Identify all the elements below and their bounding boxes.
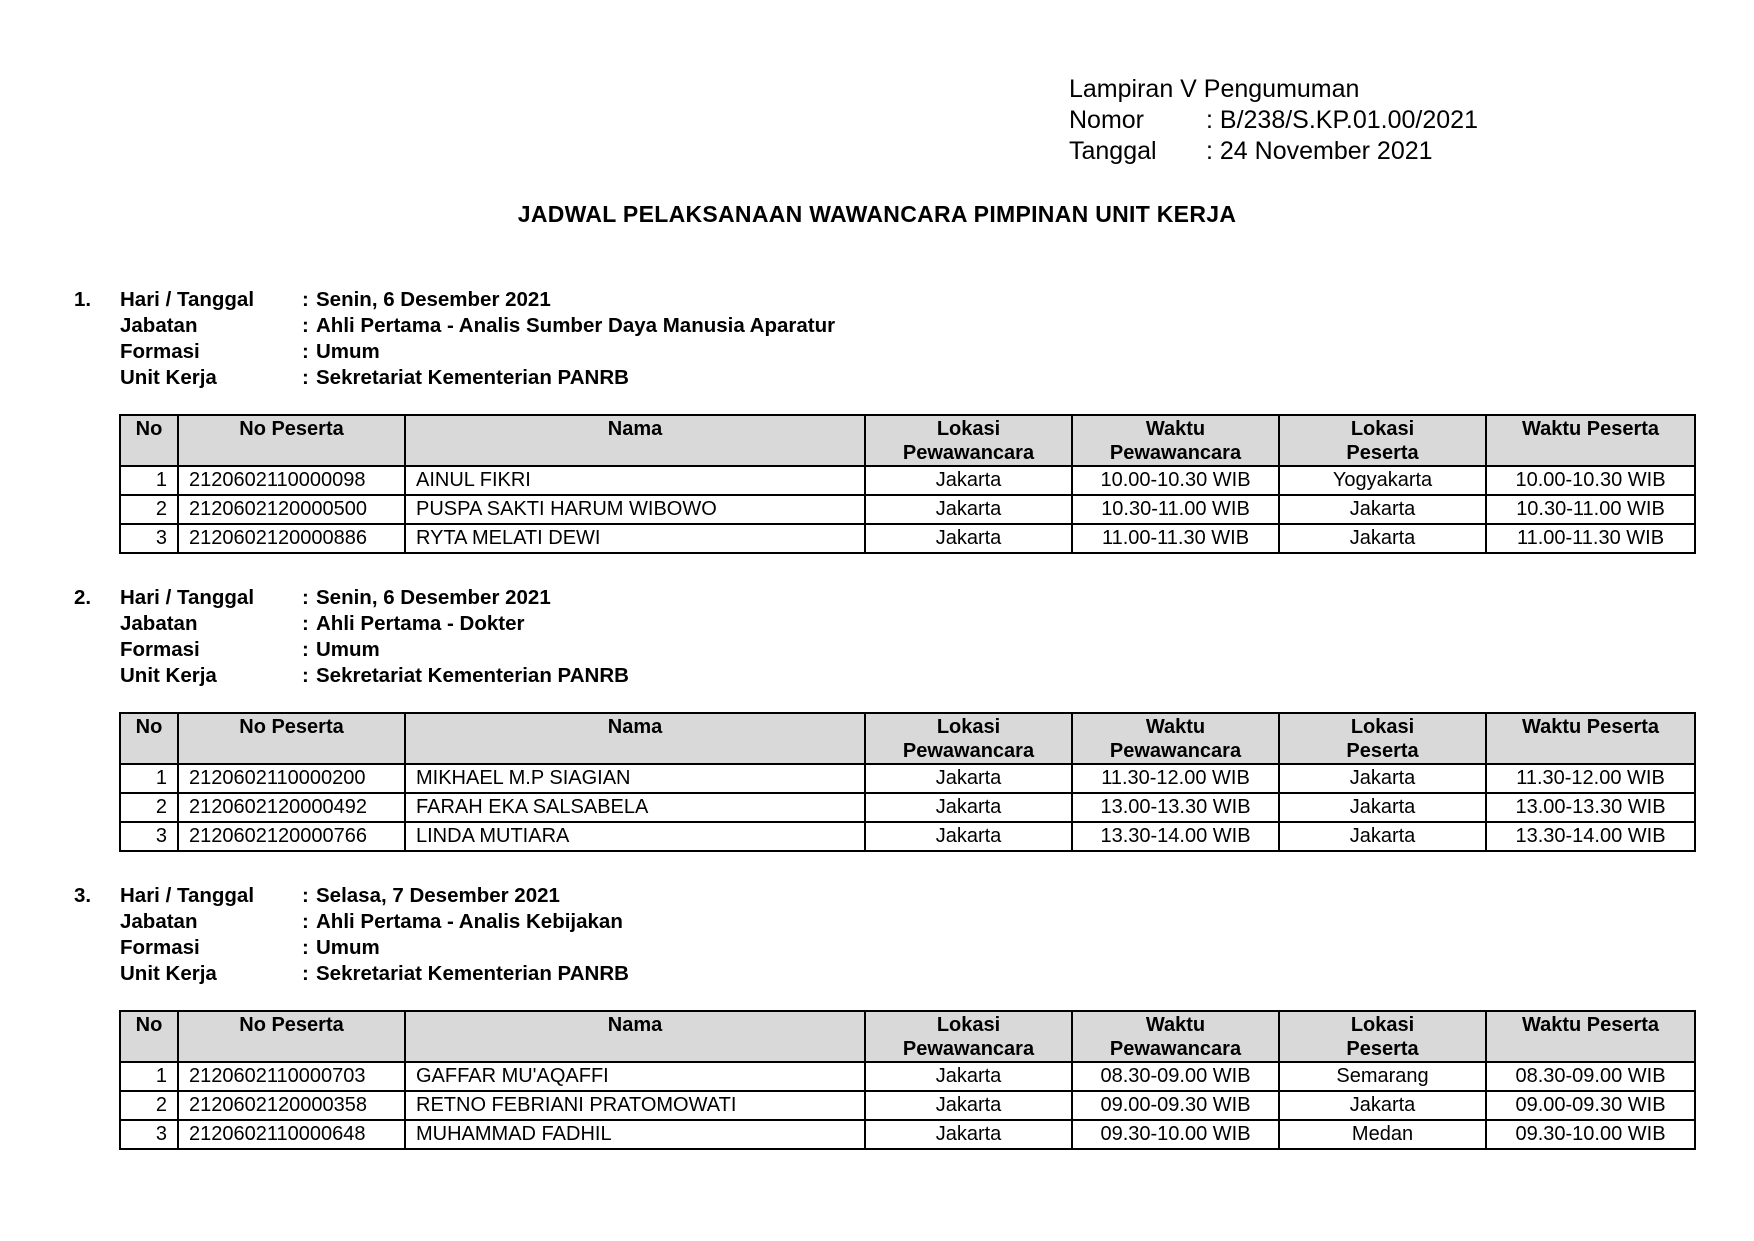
header-line: Peserta	[1346, 442, 1419, 464]
cell-nama: AINUL FIKRI	[405, 466, 865, 495]
header-line: Pewawancara	[1109, 1038, 1242, 1060]
header-lokasi-pewawancara	[865, 1011, 1072, 1062]
cell-no-peserta: 2120602120000766	[178, 822, 405, 851]
info-hari-value: Selasa, 7 Desember 2021	[316, 884, 560, 907]
header-waktu-peserta: Waktu Peserta	[1486, 415, 1695, 466]
cell-no: 2	[120, 793, 178, 822]
header-line: Lokasi	[1350, 1014, 1415, 1036]
table-row	[120, 822, 1695, 851]
cell-lokasi-peserta: Jakarta	[1279, 793, 1486, 822]
cell-nama: GAFFAR MU'AQAFFI	[405, 1062, 865, 1091]
section-number	[74, 663, 120, 689]
info-jabatan-value: Ahli Pertama - Dokter	[316, 612, 525, 635]
info-hari-value: Senin, 6 Desember 2021	[316, 288, 551, 311]
cell-no-peserta: 2120602120000500	[178, 495, 405, 524]
info-formasi	[74, 935, 629, 961]
info-colon: :	[302, 340, 309, 363]
cell-lokasi-pewawancara: Jakarta	[865, 495, 1072, 524]
info-unit	[74, 663, 629, 689]
info-formasi	[74, 637, 629, 663]
cell-lokasi-peserta: Jakarta	[1279, 495, 1486, 524]
section-number: 3.	[74, 884, 92, 907]
cell-lokasi-peserta: Jakarta	[1279, 524, 1486, 553]
cell-lokasi-peserta: Medan	[1279, 1120, 1486, 1149]
header-lokasi-pewawancara	[865, 415, 1072, 466]
header-line: Waktu	[1145, 418, 1206, 440]
cell-lokasi-peserta: Jakarta	[1279, 822, 1486, 851]
cell-waktu-peserta: 09.00-09.30 WIB	[1486, 1091, 1695, 1120]
cell-no-peserta: 2120602110000648	[178, 1120, 405, 1149]
cell-no-peserta: 2120602110000200	[178, 764, 405, 793]
cell-lokasi-pewawancara: Jakarta	[865, 822, 1072, 851]
section-number	[74, 339, 120, 365]
schedule-table	[119, 712, 1696, 852]
header-nama: Nama	[405, 415, 865, 466]
header-lokasi-peserta	[1279, 713, 1486, 764]
cell-waktu-pewawancara: 13.30-14.00 WIB	[1072, 822, 1279, 851]
cell-no: 1	[120, 1062, 178, 1091]
header-tanggal-value: : 24 November 2021	[1206, 137, 1433, 165]
cell-lokasi-pewawancara: Jakarta	[865, 1120, 1072, 1149]
table-row	[120, 793, 1695, 822]
table-header-row	[120, 1011, 1695, 1062]
cell-waktu-pewawancara: 09.00-09.30 WIB	[1072, 1091, 1279, 1120]
header-tanggal	[1069, 136, 1478, 167]
info-hari-value: Senin, 6 Desember 2021	[316, 586, 551, 609]
cell-nama: MUHAMMAD FADHIL	[405, 1120, 865, 1149]
info-hari	[74, 585, 629, 611]
section-number	[74, 637, 120, 663]
header-lokasi-peserta	[1279, 415, 1486, 466]
table-header-row	[120, 415, 1695, 466]
cell-waktu-pewawancara: 09.30-10.00 WIB	[1072, 1120, 1279, 1149]
cell-nama: MIKHAEL M.P SIAGIAN	[405, 764, 865, 793]
cell-nama: FARAH EKA SALSABELA	[405, 793, 865, 822]
info-unit-label: Unit Kerja	[120, 664, 217, 687]
header-line: Pewawancara	[902, 1038, 1035, 1060]
header-line: Peserta	[1346, 1038, 1419, 1060]
cell-no-peserta: 2120602110000703	[178, 1062, 405, 1091]
info-colon: :	[302, 366, 309, 389]
header-no-peserta: No Peserta	[178, 713, 405, 764]
cell-nama: LINDA MUTIARA	[405, 822, 865, 851]
header-line: Pewawancara	[1109, 740, 1242, 762]
info-colon: :	[302, 962, 309, 985]
cell-waktu-pewawancara: 11.00-11.30 WIB	[1072, 524, 1279, 553]
info-formasi-label: Formasi	[120, 340, 200, 363]
cell-lokasi-pewawancara: Jakarta	[865, 466, 1072, 495]
info-jabatan-label: Jabatan	[120, 314, 198, 337]
info-hari	[74, 883, 629, 909]
info-formasi-label: Formasi	[120, 936, 200, 959]
info-colon: :	[302, 884, 309, 907]
table-row	[120, 764, 1695, 793]
header-line: Pewawancara	[902, 740, 1035, 762]
info-hari	[74, 287, 835, 313]
section-number	[74, 935, 120, 961]
cell-lokasi-pewawancara: Jakarta	[865, 793, 1072, 822]
info-hari-label: Hari / Tanggal	[120, 884, 255, 907]
section-number	[74, 611, 120, 637]
header-nama: Nama	[405, 1011, 865, 1062]
table-row	[120, 524, 1695, 553]
cell-lokasi-pewawancara: Jakarta	[865, 524, 1072, 553]
header-no-peserta: No Peserta	[178, 1011, 405, 1062]
info-formasi	[74, 339, 835, 365]
cell-waktu-peserta: 11.30-12.00 WIB	[1486, 764, 1695, 793]
schedule-table	[119, 414, 1696, 554]
header-lokasi-pewawancara	[865, 713, 1072, 764]
info-formasi-label: Formasi	[120, 638, 200, 661]
header-line: Lokasi	[936, 716, 1001, 738]
section-number: 2.	[74, 586, 92, 609]
info-colon: :	[302, 936, 309, 959]
info-jabatan-label: Jabatan	[120, 910, 198, 933]
header-lampiran	[1069, 74, 1478, 105]
header-waktu-pewawancara	[1072, 1011, 1279, 1062]
cell-waktu-peserta: 11.00-11.30 WIB	[1486, 524, 1695, 553]
header-waktu-pewawancara	[1072, 713, 1279, 764]
header-line: Lokasi	[936, 1014, 1001, 1036]
section-number	[74, 365, 120, 391]
info-colon: :	[302, 664, 309, 687]
info-hari-label: Hari / Tanggal	[120, 586, 255, 609]
cell-no: 1	[120, 764, 178, 793]
cell-no: 3	[120, 822, 178, 851]
table-row	[120, 1091, 1695, 1120]
cell-nama: PUSPA SAKTI HARUM WIBOWO	[405, 495, 865, 524]
cell-no: 3	[120, 524, 178, 553]
cell-lokasi-peserta: Jakarta	[1279, 1091, 1486, 1120]
header-line: Lokasi	[1350, 418, 1415, 440]
cell-lokasi-pewawancara: Jakarta	[865, 1062, 1072, 1091]
cell-waktu-peserta: 10.30-11.00 WIB	[1486, 495, 1695, 524]
header-line: Waktu	[1145, 716, 1206, 738]
info-unit	[74, 365, 835, 391]
info-jabatan-value: Ahli Pertama - Analis Sumber Daya Manusia Aparatur	[316, 314, 836, 337]
cell-lokasi-peserta: Jakarta	[1279, 764, 1486, 793]
section-info	[74, 287, 835, 391]
cell-no-peserta: 2120602120000886	[178, 524, 405, 553]
header-waktu-pewawancara	[1072, 415, 1279, 466]
cell-waktu-pewawancara: 10.30-11.00 WIB	[1072, 495, 1279, 524]
header-no: No	[120, 1011, 178, 1062]
cell-no-peserta: 2120602120000358	[178, 1091, 405, 1120]
cell-nama: RETNO FEBRIANI PRATOMOWATI	[405, 1091, 865, 1120]
table-row	[120, 1062, 1695, 1091]
cell-lokasi-pewawancara: Jakarta	[865, 1091, 1072, 1120]
header-waktu-peserta: Waktu Peserta	[1486, 1011, 1695, 1062]
info-colon: :	[302, 612, 309, 635]
section-number: 1.	[74, 288, 92, 311]
info-unit-label: Unit Kerja	[120, 962, 217, 985]
cell-waktu-pewawancara: 13.00-13.30 WIB	[1072, 793, 1279, 822]
table-header-row	[120, 713, 1695, 764]
header-line: Lokasi	[1350, 716, 1415, 738]
info-colon: :	[302, 638, 309, 661]
header-line: Pewawancara	[1109, 442, 1242, 464]
info-unit-value: Sekretariat Kementerian PANRB	[316, 962, 629, 985]
table-row	[120, 495, 1695, 524]
cell-waktu-peserta: 09.30-10.00 WIB	[1486, 1120, 1695, 1149]
cell-waktu-pewawancara: 10.00-10.30 WIB	[1072, 466, 1279, 495]
document-title: JADWAL PELAKSANAAN WAWANCARA PIMPINAN UNIT KERJA	[517, 201, 1237, 227]
cell-lokasi-peserta: Yogyakarta	[1279, 466, 1486, 495]
section-info	[74, 585, 629, 689]
section-info	[74, 883, 629, 987]
header-nama: Nama	[405, 713, 865, 764]
cell-nama: RYTA MELATI DEWI	[405, 524, 865, 553]
cell-no: 2	[120, 1091, 178, 1120]
header-lokasi-peserta	[1279, 1011, 1486, 1062]
header-no: No	[120, 415, 178, 466]
document-header	[1069, 74, 1478, 167]
cell-waktu-pewawancara: 11.30-12.00 WIB	[1072, 764, 1279, 793]
header-nomor-value: : B/238/S.KP.01.00/2021	[1206, 106, 1478, 134]
info-jabatan-value: Ahli Pertama - Analis Kebijakan	[316, 910, 623, 933]
info-colon: :	[302, 314, 309, 337]
header-line: Peserta	[1346, 740, 1419, 762]
schedule-table	[119, 1010, 1696, 1150]
cell-waktu-peserta: 13.00-13.30 WIB	[1486, 793, 1695, 822]
header-lampiran-text: Lampiran V Pengumuman	[1069, 75, 1360, 103]
info-jabatan	[74, 611, 629, 637]
info-hari-label: Hari / Tanggal	[120, 288, 255, 311]
table-row	[120, 466, 1695, 495]
section-number	[74, 313, 120, 339]
cell-no-peserta: 2120602120000492	[178, 793, 405, 822]
info-formasi-value: Umum	[316, 936, 380, 959]
cell-waktu-pewawancara: 08.30-09.00 WIB	[1072, 1062, 1279, 1091]
cell-waktu-peserta: 10.00-10.30 WIB	[1486, 466, 1695, 495]
cell-no: 1	[120, 466, 178, 495]
info-colon: :	[302, 288, 309, 311]
info-jabatan-label: Jabatan	[120, 612, 198, 635]
cell-lokasi-pewawancara: Jakarta	[865, 764, 1072, 793]
info-unit-label: Unit Kerja	[120, 366, 217, 389]
info-jabatan	[74, 313, 835, 339]
header-nomor	[1069, 105, 1478, 136]
info-formasi-value: Umum	[316, 638, 380, 661]
header-waktu-peserta: Waktu Peserta	[1486, 713, 1695, 764]
header-no: No	[120, 713, 178, 764]
table-row	[120, 1120, 1695, 1149]
cell-waktu-peserta: 13.30-14.00 WIB	[1486, 822, 1695, 851]
cell-lokasi-peserta: Semarang	[1279, 1062, 1486, 1091]
info-unit-value: Sekretariat Kementerian PANRB	[316, 664, 629, 687]
header-line: Waktu	[1145, 1014, 1206, 1036]
info-colon: :	[302, 586, 309, 609]
info-formasi-value: Umum	[316, 340, 380, 363]
section-number	[74, 909, 120, 935]
cell-no-peserta: 2120602110000098	[178, 466, 405, 495]
header-nomor-label: Nomor	[1069, 106, 1145, 134]
header-line: Pewawancara	[902, 442, 1035, 464]
cell-no: 3	[120, 1120, 178, 1149]
info-colon: :	[302, 910, 309, 933]
header-tanggal-label: Tanggal	[1069, 137, 1157, 165]
header-line: Lokasi	[936, 418, 1001, 440]
cell-no: 2	[120, 495, 178, 524]
info-unit-value: Sekretariat Kementerian PANRB	[316, 366, 629, 389]
header-no-peserta: No Peserta	[178, 415, 405, 466]
section-number	[74, 961, 120, 987]
cell-waktu-peserta: 08.30-09.00 WIB	[1486, 1062, 1695, 1091]
info-jabatan	[74, 909, 629, 935]
info-unit	[74, 961, 629, 987]
